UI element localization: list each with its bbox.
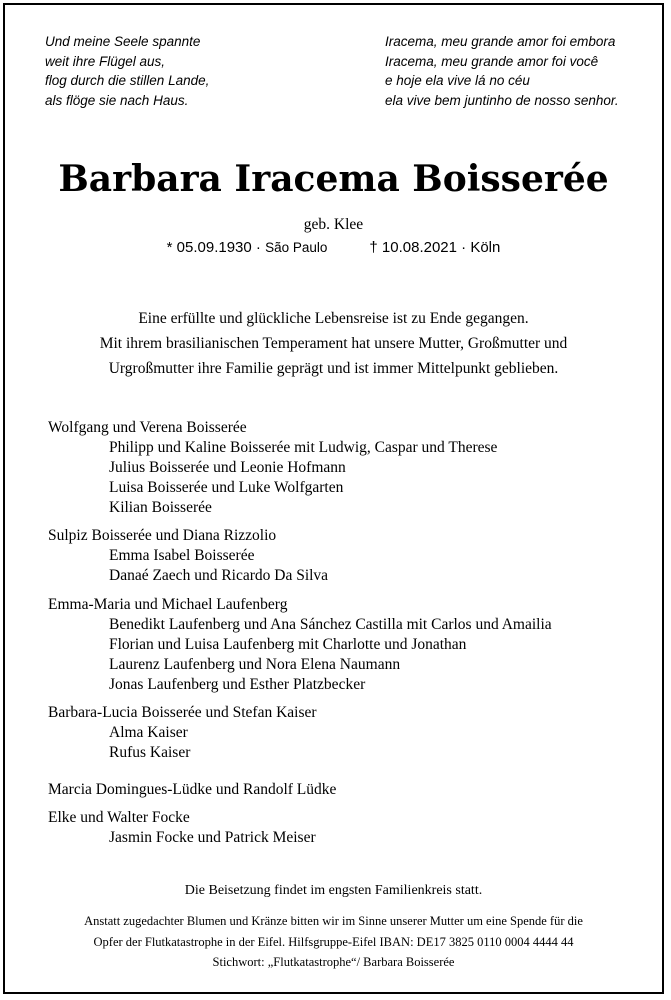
life-dates <box>5 237 662 259</box>
poem-portuguese-line-4: ela vive bem juntinho de nosso senhor. <box>385 92 619 108</box>
family-head: Barbara-Lucia Boisserée und Stefan Kaiser <box>48 704 317 721</box>
family-member: Florian und Luisa Laufenberg mit Charlotte und Jonathan <box>109 636 467 653</box>
family-group <box>48 418 497 518</box>
family-member: Jonas Laufenberg und Esther Platzbecker <box>109 676 366 693</box>
poem-german <box>45 32 209 110</box>
family-head: Sulpiz Boisserée und Diana Rizzolio <box>48 527 277 544</box>
donation-request <box>5 911 662 973</box>
family-member: Rufus Kaiser <box>109 744 191 761</box>
family-member: Philipp und Kaline Boisserée mit Ludwig, Caspar und Therese <box>109 439 498 456</box>
family-head: Wolfgang und Verena Boisserée <box>48 419 247 436</box>
poem-german-line-4: als flöge sie nach Haus. <box>45 92 189 108</box>
birth-date: 05.09.1930 <box>176 239 252 256</box>
family-member: Alma Kaiser <box>109 724 188 741</box>
donation-line-1: Anstatt zugedachter Blumen und Kränze bitten wir im Sinne unserer Mutter um eine Spende für die <box>84 914 583 928</box>
tribute-message <box>5 306 662 381</box>
funeral-note: Die Beisetzung findet im engsten Familienkreis statt. <box>184 883 483 898</box>
family-head: Emma-Maria und Michael Laufenberg <box>48 596 288 613</box>
birth-name: geb. Klee <box>303 216 364 233</box>
family-member: Julius Boisserée und Leonie Hofmann <box>109 459 346 476</box>
death-date: 10.08.2021 <box>381 239 457 256</box>
poem-portuguese-line-2: Iracema, meu grande amor foi você <box>385 53 599 69</box>
family-head: Marcia Domingues-Lüdke und Randolf Lüdke <box>48 781 337 798</box>
poem-german-line-3: flog durch die stillen Lande, <box>45 73 210 88</box>
donation-line-2: Opfer der Flutkatastrophe in der Eifel. Hilfsgruppe-Eifel IBAN: DE17 3825 0110 0004 4444 44 <box>93 934 574 949</box>
family-member: Laurenz Laufenberg und Nora Elena Naumann <box>109 656 401 673</box>
date-separator: · <box>461 239 467 256</box>
family-member: Danaé Zaech und Ricardo Da Silva <box>109 567 329 584</box>
family-head: Elke und Walter Focke <box>48 809 190 826</box>
family-group <box>48 595 552 695</box>
family-group <box>48 808 316 848</box>
birth-place: São Paulo <box>265 240 328 255</box>
birth-symbol: * <box>166 239 173 256</box>
family-member: Jasmin Focke und Patrick Meiser <box>109 829 316 846</box>
tribute-line-1: Eine erfüllte und glückliche Lebensreise ist zu Ende gegangen. <box>138 310 529 327</box>
death-place: Köln <box>470 239 501 256</box>
poem-german-line-1: Und meine Seele spannte <box>45 34 201 49</box>
family-group <box>48 780 336 800</box>
obituary-notice <box>3 3 664 994</box>
family-group <box>48 526 328 586</box>
deceased-name: Barbara Iracema Boisserée <box>58 158 609 200</box>
family-group <box>48 703 317 763</box>
poem-portuguese-line-3: e hoje ela vive lá no céu <box>385 73 530 88</box>
family-member: Kilian Boisserée <box>109 499 212 516</box>
date-separator: · <box>255 239 261 256</box>
poem-german-line-2: weit ihre Flügel aus, <box>45 53 166 69</box>
death-symbol: † <box>369 239 378 256</box>
family-member: Luisa Boisserée und Luke Wolfgarten <box>109 479 344 496</box>
family-member: Benedikt Laufenberg und Ana Sánchez Castilla mit Carlos und Amailia <box>109 616 552 633</box>
donation-line-3: Stichwort: „Flutkatastrophe“/ Barbara Boisserée <box>212 955 455 969</box>
tribute-line-3: Urgroßmutter ihre Familie geprägt und ist immer Mittelpunkt geblieben. <box>108 360 559 377</box>
family-member: Emma Isabel Boisserée <box>109 547 255 564</box>
poem-portuguese <box>385 32 619 110</box>
tribute-line-2: Mit ihrem brasilianischen Temperament hat unsere Mutter, Großmutter und <box>99 335 568 352</box>
poem-portuguese-line-1: Iracema, meu grande amor foi embora <box>385 34 616 49</box>
